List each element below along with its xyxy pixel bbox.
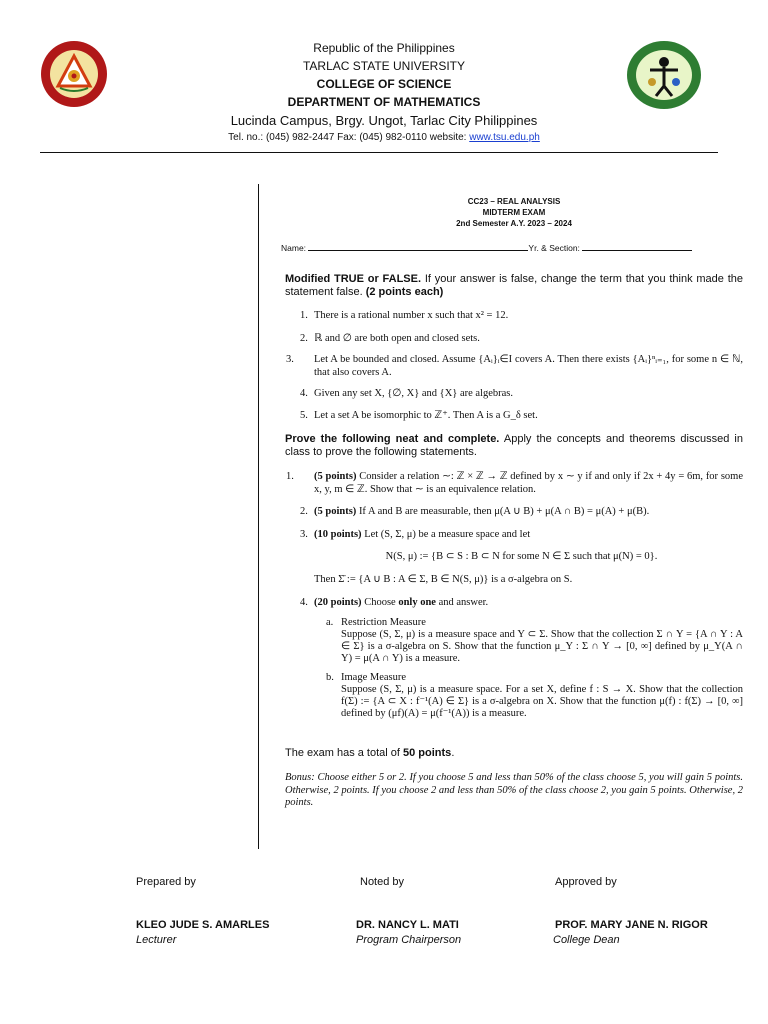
approver-role: College Dean <box>553 934 620 946</box>
sub-b-text: Suppose (S, Σ, μ) is a measure space. For a set X, define f : S → X. Show that the collection f(Σ) := {A ⊂ X : f⁻¹(A) ∈ Σ} is a σ-algebra on X. Show that the function μ(f) : f(Σ) → [0, ∞] defined by (μf)(A) = μ(f⁻¹(A)) is a measure. <box>341 684 743 719</box>
preparer-role: Lecturer <box>136 934 177 946</box>
sub-a-label: a. <box>326 617 334 628</box>
tf-item-5 <box>300 409 743 422</box>
department-name: DEPARTMENT OF MATHEMATICS <box>287 95 481 109</box>
part2-heading <box>285 433 743 459</box>
university-name: TARLAC STATE UNIVERSITY <box>302 59 466 73</box>
proof-item-2 <box>300 505 743 518</box>
sub-b-title: Image Measure <box>341 672 407 683</box>
part2-heading-bold: Prove the following neat and complete. <box>285 433 500 445</box>
contact-line <box>0 132 768 143</box>
item-number: 5. <box>300 410 308 421</box>
sub-a-title: Restriction Measure <box>341 617 426 628</box>
prepared-by-label: Prepared by <box>136 876 196 888</box>
item-number: 2. <box>300 333 308 344</box>
noted-by-label: Noted by <box>360 876 405 888</box>
part2-heading-rest: Apply the concepts and theorems discussed in class to prove the following statements. <box>285 433 743 458</box>
sub-b-label: b. <box>326 672 334 683</box>
total-points: 50 points <box>403 747 452 759</box>
website-link[interactable]: www.tsu.edu.ph <box>469 132 540 143</box>
item-number: 4. <box>300 388 308 399</box>
item-points: (5 points) <box>314 471 357 482</box>
approver-name: PROF. MARY JANE N. RIGOR <box>555 919 708 931</box>
item-number: 3. <box>286 354 294 365</box>
tf-item-4 <box>300 387 743 400</box>
part1-heading-rest: If your answer is false, change the term that you think made the statement false. <box>285 273 743 298</box>
item-points: (20 points) <box>314 597 362 608</box>
item-number: 4. <box>300 597 308 608</box>
item3-formula: N(S, μ) := {B ⊂ S : B ⊂ N for some N ∈ Σ such that μ(N) = 0}. <box>385 551 658 562</box>
item-number: 3. <box>300 529 308 540</box>
total-points-line <box>285 747 743 760</box>
item-number: 2. <box>300 506 308 517</box>
item-text: There is a rational number x such that x² = 12. <box>314 310 509 321</box>
item-text: ℝ and ∅ are both open and closed sets. <box>314 333 480 344</box>
semester-line: 2nd Semester A.Y. 2023 – 2024 <box>456 219 572 228</box>
part1-heading <box>285 273 743 299</box>
name-field[interactable] <box>308 241 528 251</box>
margin-line <box>258 184 259 849</box>
sub-a-title-row <box>326 617 743 629</box>
noter-name: DR. NANCY L. MATI <box>356 919 459 931</box>
proof-item-3 <box>300 528 743 541</box>
contact-text: Tel. no.: (045) 982-2447 Fax: (045) 982-0110 website: <box>228 132 470 143</box>
total-prefix: The exam has a total of <box>285 747 404 759</box>
sub-a-text: Suppose (S, Σ, μ) is a measure space and Y ⊂ Σ. Show that the collection Σ ∩ Y = {A ∩ Y : A ∈ Σ} is a σ-algebra on S. Show that the function μ_Y : Σ ∩ Y → [0, ∞] defined by μ_Y(A ∩ Y) = μ(A ∩ Y) is a measure. <box>341 629 743 664</box>
name-label: Name: <box>281 243 307 253</box>
item-text: If A and B are measurable, then μ(A ∪ B) + μ(A ∩ B) = μ(A) + μ(B). <box>356 506 650 517</box>
part1-heading-bold: Modified TRUE or FALSE. <box>285 273 422 285</box>
item-points: (5 points) <box>314 506 357 517</box>
part1-heading-points: (2 points each) <box>365 286 444 298</box>
item-number: 1. <box>300 310 308 321</box>
item-text: Consider a relation ∼: ℤ × ℤ → ℤ defined by x ∼ y if and only if 2x + 4y = 6m, for some x, y, m ∈ ℤ. Show that ∼ is an equivalence relation. <box>314 471 743 495</box>
tf-item-3 <box>286 353 743 379</box>
item3-conclusion: Then Σ̄ := {A ∪ B : A ∈ Σ, B ∈ N(S, μ)} is a σ-algebra on S. <box>314 574 573 585</box>
total-suffix: . <box>451 747 455 759</box>
name-section-row <box>281 241 751 253</box>
item-text: and answer. <box>435 597 489 608</box>
item-text: Choose <box>361 597 399 608</box>
item-points: (10 points) <box>314 529 362 540</box>
noter-role: Program Chairperson <box>356 934 462 946</box>
tf-item-2 <box>300 332 743 345</box>
item-text: Given any set X, {∅, X} and {X} are algebras. <box>314 388 513 399</box>
proof-item-4 <box>300 596 743 609</box>
section-label: Yr. & Section: <box>528 243 580 253</box>
course-title: CC23 – REAL ANALYSIS <box>467 197 561 206</box>
exam-type: MIDTERM EXAM <box>482 208 546 217</box>
preparer-name: KLEO JUDE S. AMARLES <box>136 919 270 931</box>
campus-address: Lucinda Campus, Brgy. Ungot, Tarlac City Philippines <box>230 113 538 128</box>
item-text: Let (S, Σ, μ) be a measure space and let <box>361 529 531 540</box>
header-divider <box>40 152 718 153</box>
item-text: Let A be bounded and closed. Assume {Aᵢ}ᵢ∈I covers A. Then there exists {Aᵢ}ⁿᵢ₌₁, for some n ∈ ℕ, that also covers A. <box>314 354 743 378</box>
section-field[interactable] <box>582 241 692 251</box>
approved-by-label: Approved by <box>555 876 617 888</box>
tf-item-1 <box>300 309 743 322</box>
item-text: Let a set A be isomorphic to ℤ⁺. Then A is a G_δ set. <box>314 410 538 421</box>
item-number: 1. <box>286 471 294 482</box>
bonus-note: Bonus: Choose either 5 or 2. If you choose 5 and less than 50% of the class choose 5, you will gain 5 points. Otherwise, 2 points. If you choose 2 and less than 50% of the class choose 2, you gain 5 points. Otherwise, 2 points. <box>285 772 743 808</box>
item-emphasis: only one <box>398 597 436 608</box>
sub-b-title-row <box>326 672 743 684</box>
proof-item-1 <box>286 470 743 496</box>
college-name: COLLEGE OF SCIENCE <box>316 77 452 91</box>
republic-line: Republic of the Philippines <box>313 41 455 55</box>
